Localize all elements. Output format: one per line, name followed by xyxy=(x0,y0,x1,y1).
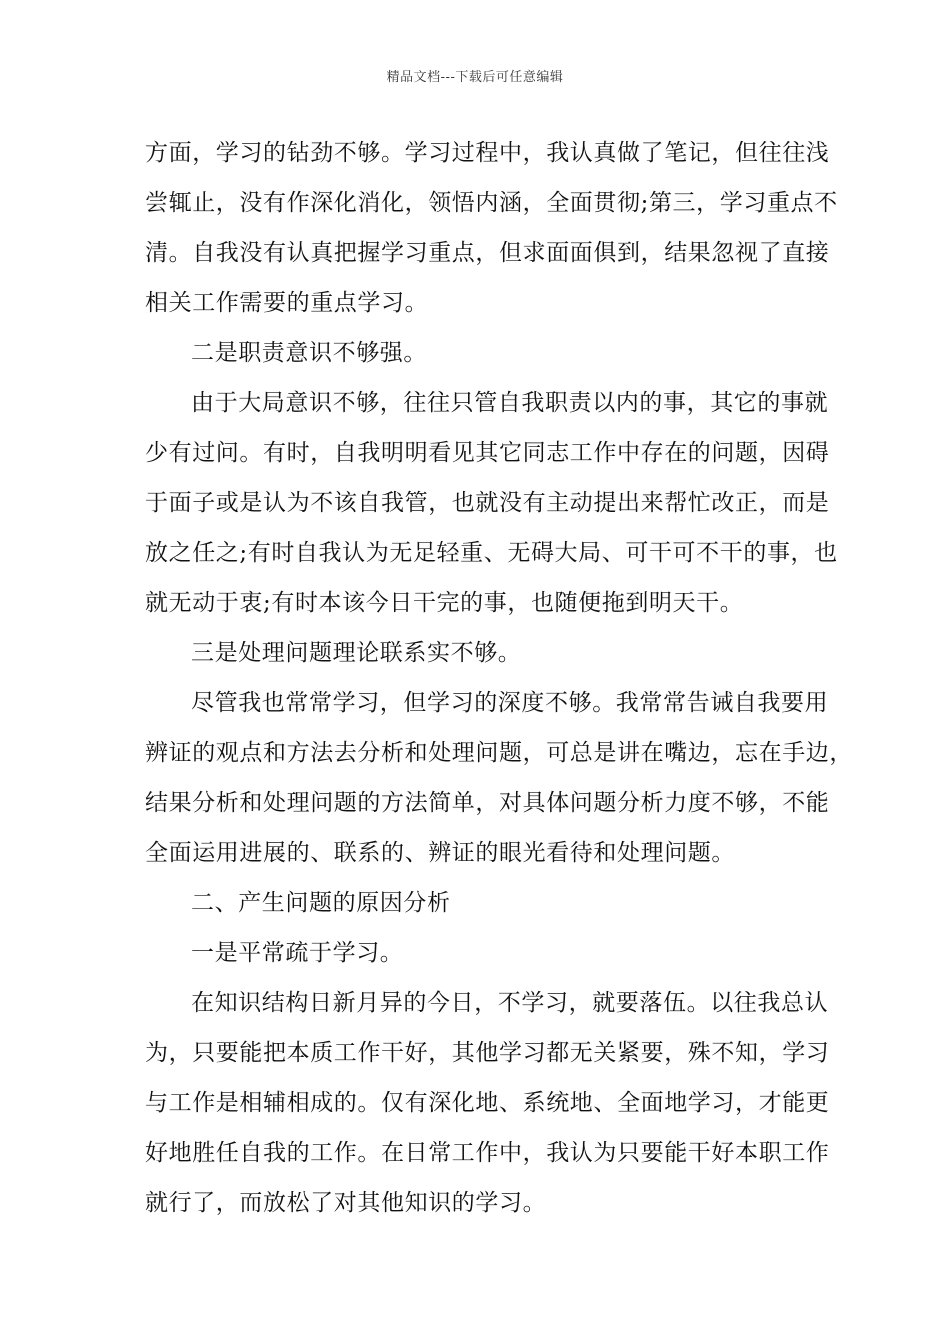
page-header: 精品文档---下载后可任意编辑 xyxy=(386,70,564,85)
text-line: 由于大局意识不够，往往只管自我职责以内的事，其它的事就 xyxy=(191,390,829,416)
text-line: 就行了，而放松了对其他知识的学习。 xyxy=(145,1190,547,1216)
text-line: 就无动于衷;有时本该今日干完的事，也随便拖到明天干。 xyxy=(145,590,744,616)
text-line: 一是平常疏于学习。 xyxy=(191,940,404,966)
text-line: 二是职责意识不够强。 xyxy=(191,340,427,366)
text-line: 少有过问。有时，自我明明看见其它同志工作中存在的问题，因碍 xyxy=(145,440,830,466)
text-line: 结果分析和处理问题的方法简单，对具体问题分析力度不够，不能 xyxy=(145,790,830,816)
text-line: 相关工作需要的重点学习。 xyxy=(145,290,429,316)
text-line: 方面，学习的钻劲不够。学习过程中，我认真做了笔记，但往往浅 xyxy=(145,140,830,166)
text-line: 三是处理问题理论联系实不够。 xyxy=(191,640,522,666)
text-line: 在知识结构日新月异的今日，不学习，就要落伍。以往我总认 xyxy=(191,990,829,1016)
text-line: 于面子或是认为不该自我管，也就没有主动提出来帮忙改正，而是 xyxy=(145,490,830,516)
text-line: 清。自我没有认真把握学习重点，但求面面俱到，结果忽视了直接 xyxy=(145,240,830,266)
text-line: 好地胜任自我的工作。在日常工作中，我认为只要能干好本职工作 xyxy=(145,1140,830,1166)
text-line: 尝辄止，没有作深化消化，领悟内涵，全面贯彻;第三，学习重点不 xyxy=(145,190,838,216)
text-line: 与工作是相辅相成的。仅有深化地、系统地、全面地学习，才能更 xyxy=(145,1090,830,1116)
text-line: 二、产生问题的原因分析 xyxy=(191,890,451,916)
text-line: 为，只要能把本质工作干好，其他学习都无关紧要，殊不知，学习 xyxy=(145,1040,830,1066)
text-line: 放之任之;有时自我认为无足轻重、无碍大局、可干可不干的事，也 xyxy=(145,540,838,566)
text-line: 全面运用进展的、联系的、辨证的眼光看待和处理问题。 xyxy=(145,840,735,866)
text-line: 辨证的观点和方法去分析和处理问题，可总是讲在嘴边，忘在手边， xyxy=(145,740,853,766)
text-line: 尽管我也常常学习，但学习的深度不够。我常常告诫自我要用 xyxy=(191,690,829,716)
document-body xyxy=(145,128,853,1228)
